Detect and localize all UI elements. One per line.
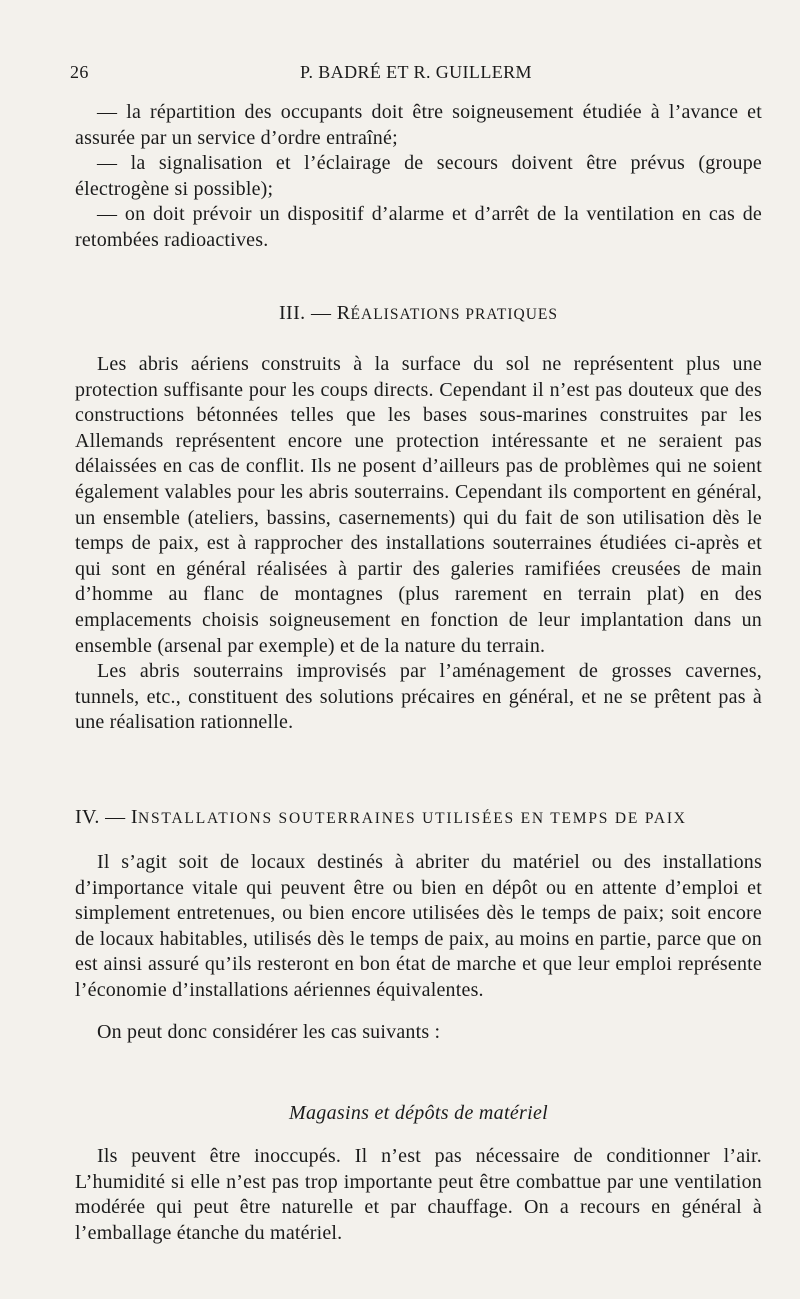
- section-4-body: [75, 850, 762, 1045]
- running-head: P. BADRÉ ET R. GUILLERM: [300, 62, 532, 82]
- section-title: NSTALLATIONS SOUTERRAINES UTILISÉES EN TEMPS DE PAIX: [138, 810, 687, 827]
- list-item: — on doit prévoir un dispositif d’alarme et d’arrêt de la ventilation en cas de retombées radioactives.: [75, 203, 762, 251]
- section-number: III. — R: [279, 302, 351, 324]
- list-item: — la répartition des occupants doit être soigneusement étudiée à l’avance et assurée par un service d’ordre entraîné;: [75, 101, 762, 149]
- subsection-body: [75, 1144, 762, 1246]
- subsection-heading: Magasins et dépôts de matériel: [289, 1102, 548, 1124]
- dash-list: [75, 100, 762, 254]
- section-3-body: [75, 352, 762, 736]
- page-number: 26: [70, 62, 89, 82]
- paragraph: Ils peuvent être inoccupés. Il n’est pas nécessaire de conditionner l’air. L’humidité si elle n’est pas trop importante peut être combattue par une ventilation modérée qui peut être naturelle et par chauffage. On a recours en général à l’emballage étanche du matériel.: [75, 1145, 762, 1244]
- list-item: — la signalisation et l’éclairage de secours doivent être prévus (groupe électrogène si possible);: [75, 152, 762, 200]
- paragraph: Il s’agit soit de locaux destinés à abriter du matériel ou des installations d’importance vitale qui peuvent être ou bien en dépôt ou en attente d’emploi et simplement entretenues, ou bien encore utilisées dès le temps de paix; soit encore de locaux habitables, utilisés dès le temps de paix, au moins en partie, parce que on est ainsi assuré qu’ils resteront en bon état de marche et que leur emploi représente l’économie d’installations aériennes équivalentes.: [75, 851, 762, 1001]
- paragraph: Les abris aériens construits à la surface du sol ne représentent plus une protection suffisante pour les coups directs. Cependant il n’est pas douteux que des constructions bétonnées telles que les bases sous-marines construites par les Allemands représentent encore une protection intéressante et ne seraient pas délaissées en cas de conflit. Ils ne posent d’ailleurs pas de problèmes qui ne soient également valables pour les abris souterrains. Cependant ils comportent en général, un ensemble (ateliers, bassins, casernements) qui du fait de son utilisation dès le temps de paix, est à rapprocher des installations souterraines étudiées ci-après et qui sont en général réalisées à partir des galeries ramifiées creusées de main d’homme au flanc de montagnes (plus rarement en terrain plat) en des emplacements choisis soigneusement en fonction de leur implantation dans un ensemble (arsenal par exemple) et de la nature du terrain.: [75, 353, 762, 657]
- paragraph: Les abris souterrains improvisés par l’aménagement de grosses cavernes, tunnels, etc., constituent des solutions précaires en général, et ne se prêtent pas à une réalisation rationnelle.: [75, 660, 762, 734]
- paragraph: On peut donc considérer les cas suivants :: [97, 1020, 441, 1043]
- section-heading-3: [75, 302, 762, 325]
- page-header: [70, 62, 762, 90]
- section-heading-4: [75, 806, 762, 829]
- section-title: ÉALISATIONS PRATIQUES: [350, 306, 558, 323]
- section-number: IV. — I: [75, 806, 138, 828]
